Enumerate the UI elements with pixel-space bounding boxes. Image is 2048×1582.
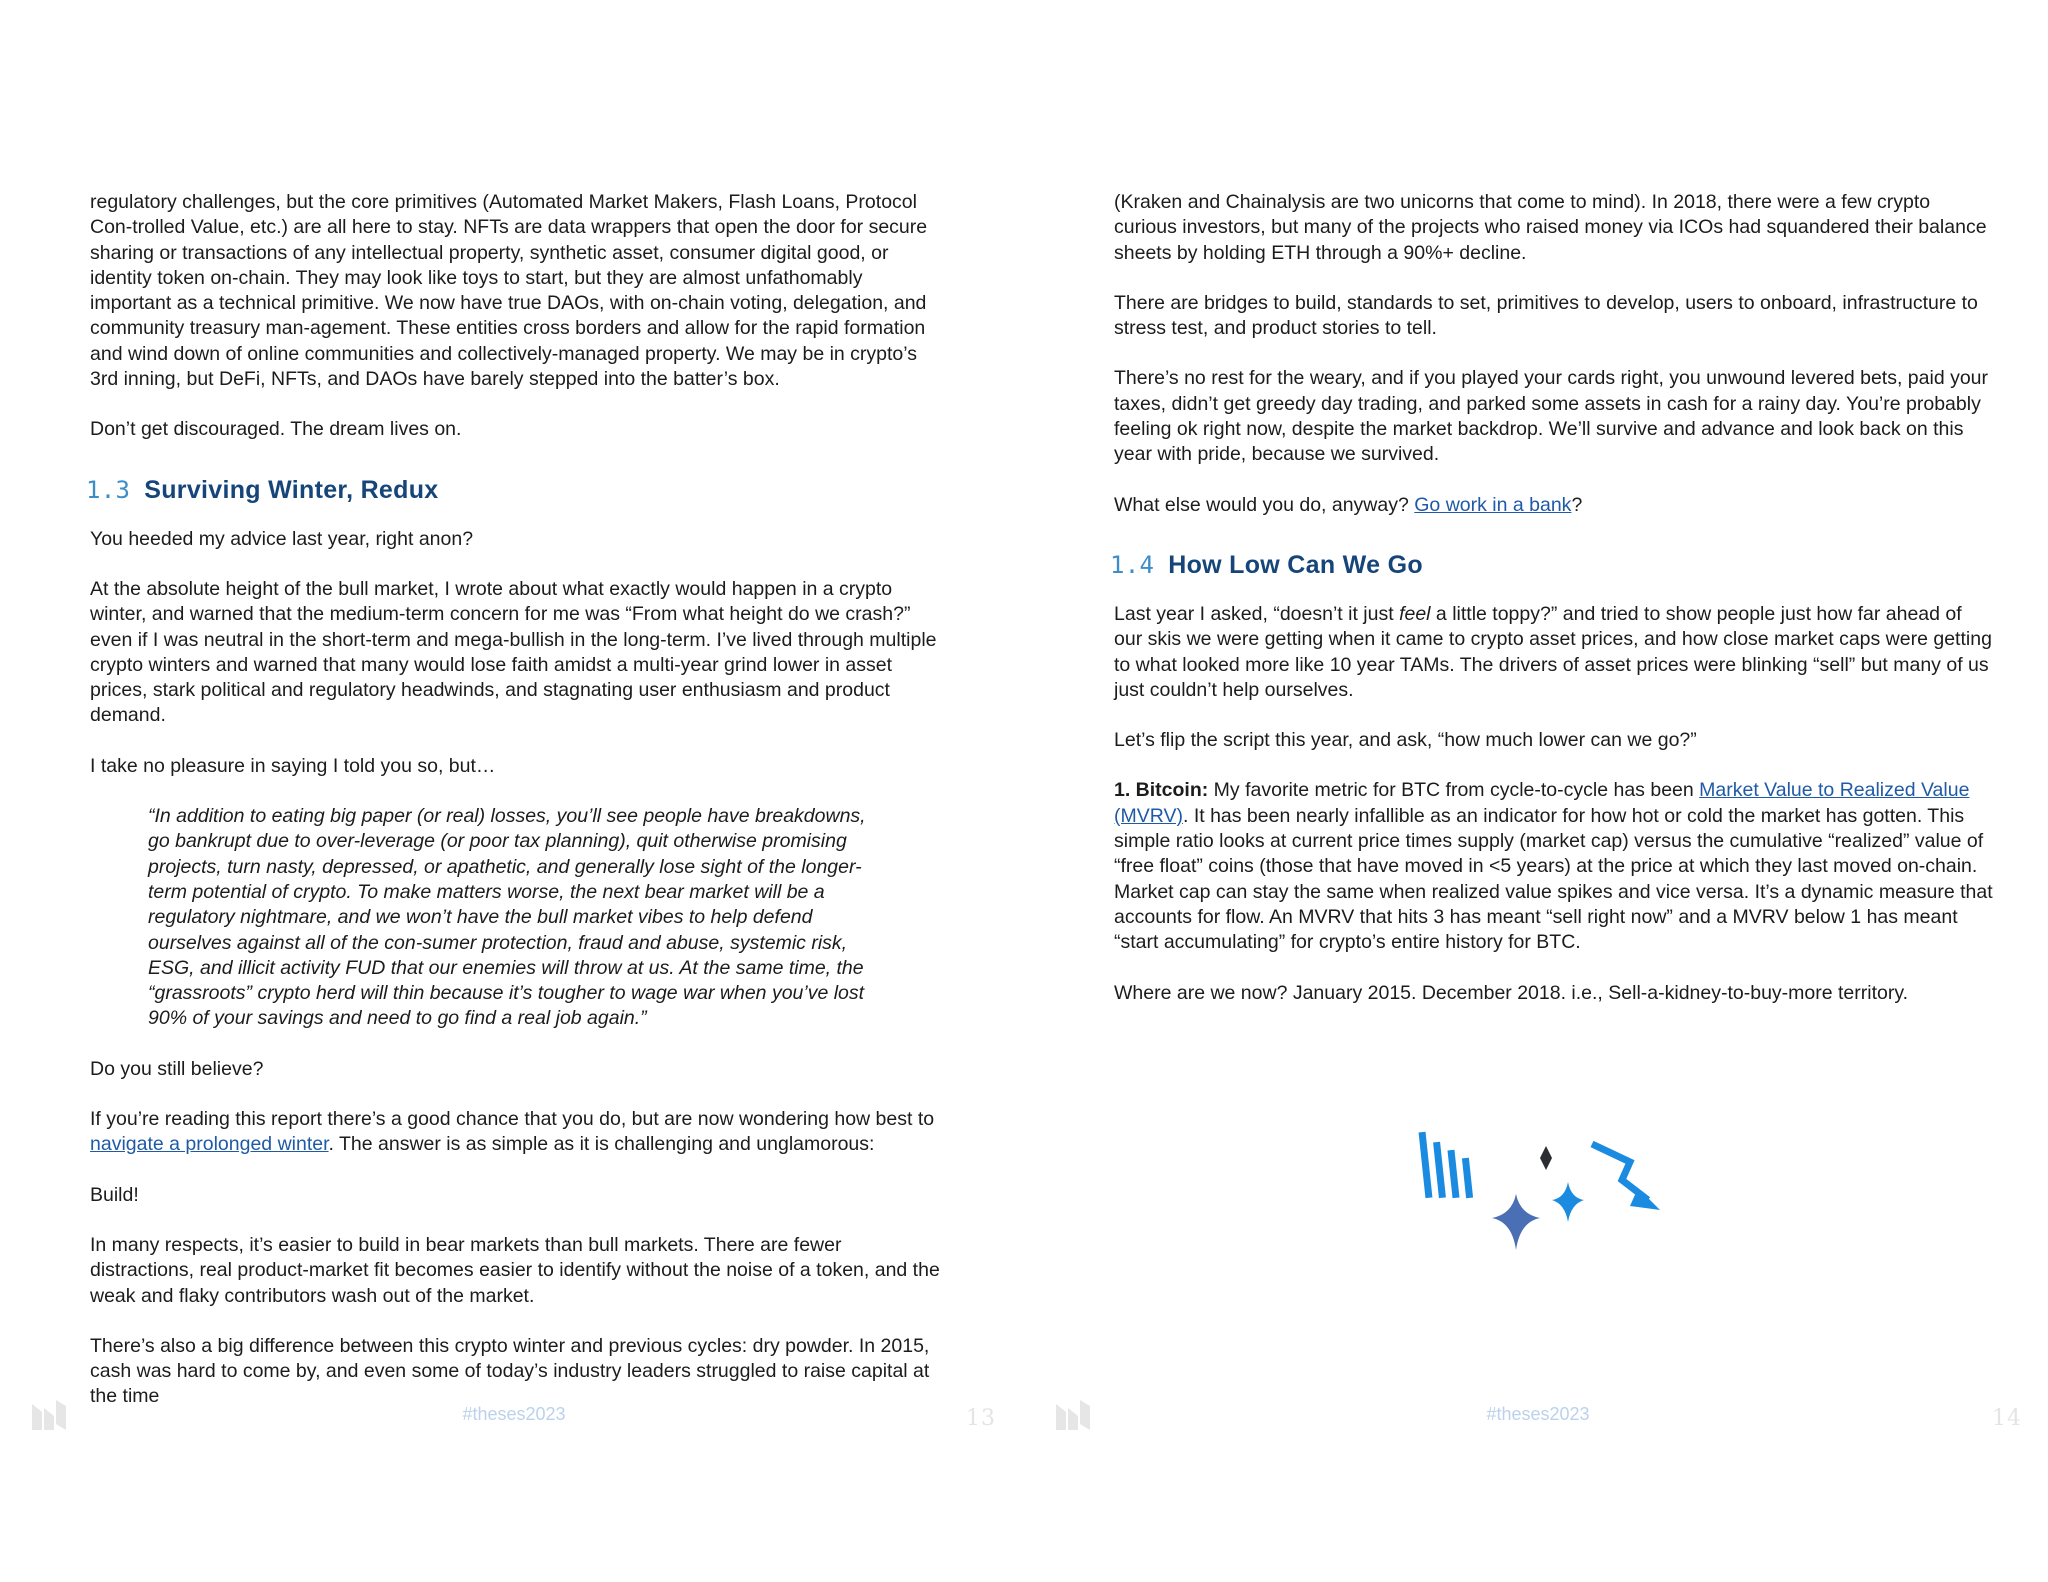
right-column bbox=[1110, 190, 1994, 1031]
hashtag: #theses2023 bbox=[462, 1404, 566, 1424]
bear-market-illustration-icon bbox=[1416, 1118, 1676, 1258]
paragraph-text: My favorite metric for BTC from cycle-to-cycle has been bbox=[1208, 779, 1700, 802]
paragraph-text: Last year I asked, “doesn’t it just bbox=[1114, 602, 1400, 625]
paragraph: At the absolute height of the bull market, I wrote about what exactly would happen in a crypto winter, and warned that the medium-term concern for me was “From what height do we crash?” even if I was neutral in the short-term and mega-bullish in the long-term. I’ve lived through multiple crypto winters and warned that many would lose faith amidst a multi-year grind lower in asset prices, stark political and regulatory headwinds, and stagnating user enthusiasm and product demand. bbox=[90, 577, 937, 727]
paragraph-text: What else would you do, anyway? bbox=[1114, 493, 1415, 516]
paragraph: There’s also a big difference between this crypto winter and previous cycles: dry powder. In 2015, cash was hard to come by, and even some of today’s industry leaders struggled to raise capital at the time bbox=[90, 1334, 930, 1408]
messari-logo-icon bbox=[1054, 1398, 1094, 1432]
sparkle-small-icon bbox=[1552, 1182, 1584, 1222]
sparkle-large-icon bbox=[1492, 1194, 1540, 1250]
paragraph: Don’t get discouraged. The dream lives on. bbox=[90, 418, 462, 441]
paragraph: regulatory challenges, but the core primitives (Automated Market Makers, Flash Loans, Protocol Con-trolled Value, etc.) are all here to stay. NFTs are data wrappers that open the door for secure sharing or transactions of any intellectual property, synthetic asset, consumer digital good, or identity token on-chain. They may look like toys to start, but they are almost unfathomably important as a technical primitive. We now have true DAOs, with on-chain voting, delegation, and community treasury man-agement. These entities cross borders and allow for the rapid formation and wind down of online communities and collectively-managed property. We may be in crypto’s 3rd inning, but DeFi, NFTs, and DAOs have barely stepped into the batter’s box. bbox=[90, 191, 928, 391]
section-title: Surviving Winter, Redux bbox=[144, 475, 439, 504]
paragraph bbox=[90, 1107, 940, 1158]
block-quote: “In addition to eating big paper (or real) losses, you’ll see people have breakdowns, go bankrupt due to over-leverage (or poor tax planning), quit otherwise promising projects, turn nasty, depressed, or apathetic, and generally lose sight of the longer-term potential of crypto. To make matters worse, the next bear market will be a regulatory nightmare, and we won’t have the bull market vibes to help defend ourselves against all of the con-sumer protection, fraud and abuse, systemic risk, ESG, and illicit activity FUD that our enemies will throw at us. At the same time, the “grassroots” crypto herd will thin because it’s tougher to wage war when you’ve lost 90% of your savings and need to go find a real job again.” bbox=[148, 805, 866, 1030]
paragraph bbox=[1114, 602, 1994, 703]
section-number: 1.4 bbox=[1110, 550, 1155, 579]
section-title: How Low Can We Go bbox=[1168, 550, 1423, 579]
paragraph: Do you still believe? bbox=[90, 1057, 264, 1080]
link-go-work-in-a-bank[interactable]: Go work in a bank bbox=[1414, 493, 1572, 516]
emphasis: feel bbox=[1399, 602, 1431, 625]
link-navigate-prolonged-winter[interactable]: navigate a prolonged winter bbox=[90, 1133, 329, 1156]
bar-chart-icon bbox=[1419, 1132, 1474, 1198]
page-number: 13 bbox=[966, 1406, 996, 1431]
paragraph: I take no pleasure in saying I told you so, but… bbox=[90, 754, 496, 777]
paragraph: (Kraken and Chainalysis are two unicorns that come to mind). In 2018, there were a few crypto curious investors, but many of the projects who raised money via ICOs had squandered their balance sheets by holding ETH through a 90%+ decline. bbox=[1114, 191, 1987, 264]
page-footer bbox=[0, 1398, 1024, 1438]
page-number: 14 bbox=[1992, 1406, 2022, 1431]
paragraph-text: . The answer is as simple as it is challenging and unglamorous: bbox=[328, 1133, 875, 1156]
section-number: 1.3 bbox=[86, 475, 131, 504]
page-footer bbox=[1024, 1398, 2048, 1438]
paragraph-text: ? bbox=[1571, 493, 1583, 516]
section-heading-1-4 bbox=[1110, 550, 1994, 580]
paragraph: There are bridges to build, standards to set, primitives to develop, users to onboard, infrastructure to stress test, and product stories to tell. bbox=[1114, 291, 1978, 340]
paragraph-text: a little toppy?” and tried to show people just how far ahead of our skis we were getting when it came to crypto asset prices, and how close market caps were getting to what looked more like 10 year TAMs. The drivers of asset prices were blinking “sell” but many of us just couldn’t help ourselves. bbox=[1114, 602, 1992, 701]
paragraph-text: . It has been nearly infallible as an indicator for how hot or cold the market has gotten. This simple ratio looks at current price times supply (market cap) versus the cumulative “realized” value of “free float” coins (those that have moved in <5 years) at the price at which they last moved on-chain. Market cap can stay the same when realized value spikes and vice versa. It’s a dynamic measure that accounts for flow. An MVRV that hits 3 has meant “sell right now” and a MVRV below 1 has meant “start accumulating” for crypto’s entire history for BTC. bbox=[1114, 804, 1993, 954]
paragraph: There’s no rest for the weary, and if you played your cards right, you unwound levered bets, paid your taxes, didn’t get greedy day trading, and parked some assets in cash for a rainy day. You’re probably feeling ok right now, despite the market backdrop. We’ll survive and advance and look back on this year with pride, because we survived. bbox=[1114, 367, 1989, 466]
paragraph-text: If you’re reading this report there’s a good chance that you do, but are now wondering how best to bbox=[90, 1108, 935, 1131]
page-14 bbox=[1024, 0, 2048, 1582]
section-heading-1-3 bbox=[86, 475, 940, 505]
paragraph: Build! bbox=[90, 1183, 139, 1206]
paragraph bbox=[1114, 778, 1994, 955]
messari-logo-icon bbox=[30, 1398, 70, 1432]
paragraph: You heeded my advice last year, right anon? bbox=[90, 527, 474, 550]
link-mvrv[interactable]: Market Value to Realized Value (MVRV) bbox=[1114, 779, 1970, 827]
left-column bbox=[86, 190, 940, 1435]
paragraph: In many respects, it’s easier to build in bear markets than bull markets. There are fewer distractions, real product-market fit becomes easier to identify without the noise of a token, and the weak and flaky contributors wash out of the market. bbox=[90, 1233, 940, 1307]
paragraph bbox=[1114, 493, 1994, 518]
hashtag: #theses2023 bbox=[1486, 1404, 1590, 1424]
paragraph: Where are we now? January 2015. December 2018. i.e., Sell-a-kidney-to-buy-more territory. bbox=[1114, 981, 1909, 1004]
bold-label: 1. Bitcoin: bbox=[1114, 779, 1209, 802]
sparkle-dark-icon bbox=[1540, 1146, 1552, 1170]
paragraph: Let’s flip the script this year, and ask, “how much lower can we go?” bbox=[1114, 729, 1697, 752]
